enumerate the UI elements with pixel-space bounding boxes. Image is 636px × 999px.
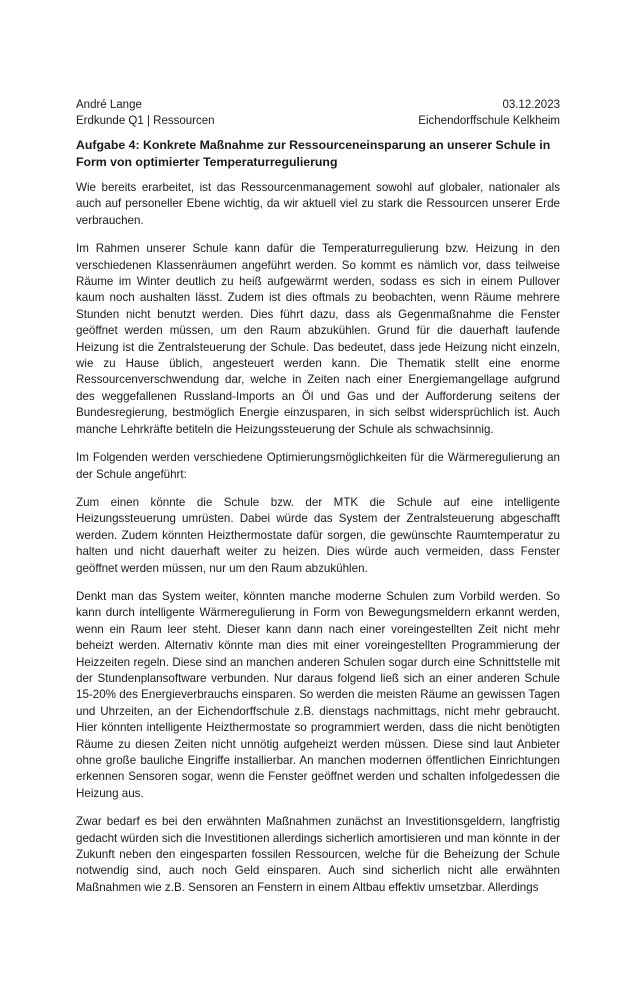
paragraph-4: Zum einen könnte die Schule bzw. der MTK die Schule auf eine intelligente Heizungssteuerung umrüsten. Dabei würde das System der Zentralsteuerung abgeschafft werden. Zudem könnten Heizthermostate dafür sorgen, die gewünschte Raumtemperatur zu halten und nicht dauerhaft weiter zu heizen. Dies würde auch vermeiden, dass Fenster geöffnet werden müssen, nur um den Raum abzukühlen. xyxy=(76,495,560,575)
author-name: André Lange xyxy=(76,99,142,111)
paragraph-5: Denkt man das System weiter, könnten manche moderne Schulen zum Vorbild werden. So kann durch intelligente Wärmeregulierung in Form von Bewegungsmeldern erkannt werden, wenn ein Raum leer steht. Dieser kann dann nach einer voreingestellten Zeit nicht mehr beheizt werden. Alternativ könnte man dies mit einer voreingestellten Programmierung der Heizzeiten regeln. Diese sind an manchen anderen Schulen sogar durch eine Schnittstelle mit der Stundenplansoftware verbunden. Nur daraus folgend ließ sich an einer anderen Schule 15-20% des Energieverbrauchs einsparen. So werden die meisten Räume an gewissen Tagen und Uhrzeiten, an der Eichendorffschule z.B. dienstags nachmittags, nicht mehr gebraucht. Hier könnten intelligente Heizthermostate so programmiert werden, dass die nicht benötigten Räume zu diesen Zeiten nicht unnötig aufgeheizt werden müssen. Diese sind laut Anbieter ohne große bauliche Eingriffe installierbar. An manchen modernen öffentlichen Einrichtungen erkennen Sensoren sogar, wenn die Fenster geöffnet werden und schalten infolgedessen die Heizung aus. xyxy=(76,589,560,800)
paragraph-1: Wie bereits erarbeitet, ist das Ressourcenmanagement sowohl auf globaler, nationaler als auch auf personeller Ebene wichtig, da wir aktuell viel zu stark die Ressourcen unserer Erde verbrauchen. xyxy=(76,181,560,227)
document-date: 03.12.2023 xyxy=(502,99,560,111)
paragraph-2: Im Rahmen unserer Schule kann dafür die Temperaturregulierung bzw. Heizung in den verschiedenen Klassenräumen angeführt werden. So kommt es nämlich vor, dass teilweise Räume im Winter deutlich zu heiß aufgewärmt werden, sodass es sich in einem Pullover kaum noch aushalten lässt. Zudem ist dies oftmals zu beobachten, wenn Räume mehrere Stunden nicht benutzt werden. Dies führt dazu, dass als Gegenmaßnahme die Fenster geöffnet werden müssen, um den Raum abzukühlen. Grund für die dauerhaft laufende Heizung ist die Zentralsteuerung der Schule. Das bedeutet, dass jede Heizung nicht einzeln, wie zu Hause üblich, angesteuert werden kann. Die Thematik stellt eine enorme Ressourcenverschwendung dar, welche in Zeiten nach einer Energiemangellage aufgrund des weggefallenen Russland-Imports an Öl und Gas und der Aufforderung seitens der Bundesregierung, bestmöglich Energie einzusparen, in sich selbst widersprüchlich ist. Auch manche Lehrkräfte betiteln die Heizungssteuerung der Schule als schwachsinnig. xyxy=(76,242,560,436)
document-page xyxy=(76,98,560,908)
assignment-title: Aufgabe 4: Konkrete Maßnahme zur Ressourceneinsparung an unserer Schule in Form von optimierter Temperaturregulierung xyxy=(76,138,551,169)
course-label: Erdkunde Q1 | Ressourcen xyxy=(76,114,215,127)
header-row-2 xyxy=(76,114,560,130)
header-row-1 xyxy=(76,98,560,114)
paragraph-3: Im Folgenden werden verschiedene Optimierungsmöglichkeiten für die Wärmeregulierung an der Schule angeführt: xyxy=(76,451,560,481)
paragraph-6: Zwar bedarf es bei den erwähnten Maßnahmen zunächst an Investitionsgeldern, langfristig gedacht würden sich die Investitionen allerdings sicherlich amortisieren und man könnte in der Zukunft neben den eingesparten fossilen Ressourcen, welche für die Beheizung der Schule notwendig sind, auch noch Geld einsparen. Auch sind sicherlich nicht alle erwähnten Maßnahmen wie z.B. Sensoren an Fenstern in einem Altbau effektiv umsetzbar. Allerdings xyxy=(76,815,560,894)
document-header xyxy=(76,98,560,129)
school-name: Eichendorffschule Kelkheim xyxy=(418,114,560,127)
